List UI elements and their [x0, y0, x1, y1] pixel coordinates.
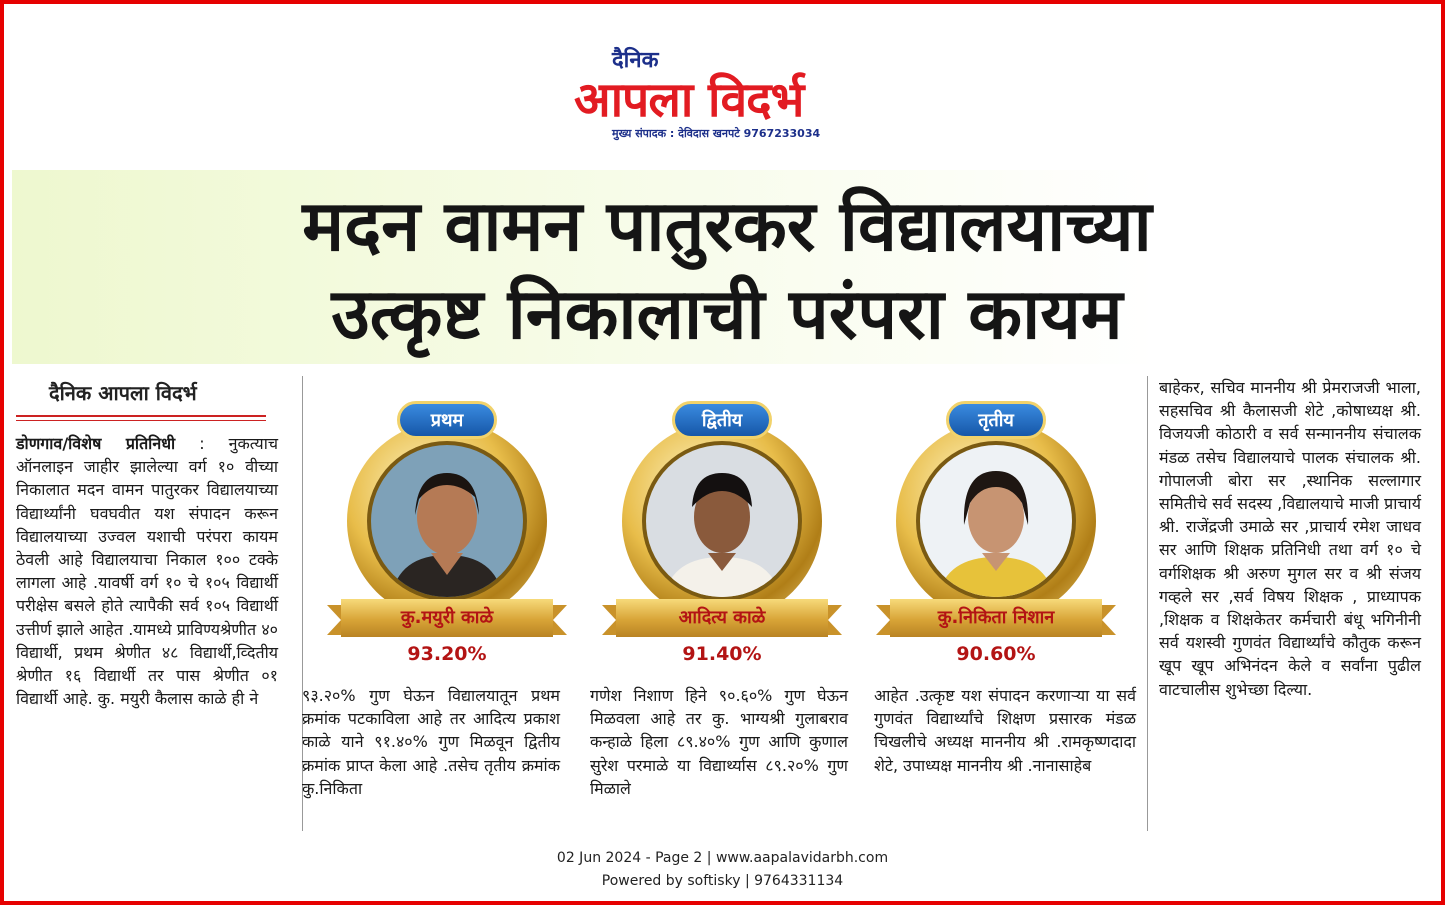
- masthead: [564, 44, 894, 144]
- medal-first: [327, 399, 577, 674]
- article-column-3: गणेश निशाण हिने ९०.६०% गुण घेऊन मिळवला आहे तर कु. भाग्यश्री गुलाबराव कन्हाळे हिला ८९.४०% गुण आणि कुणाल सुरेश परमाळे या विद्यार्थ्यास ८९.२०% गुण मिळाले: [590, 686, 848, 798]
- student-photo: [920, 445, 1072, 597]
- footer-powered-by: Powered by softisky | 9764331134: [601, 873, 844, 889]
- headline-line-1: मदन वामन पातुरकर विद्यालयाच्या: [302, 185, 1152, 267]
- student-photo: [371, 445, 523, 597]
- headline: [12, 182, 1442, 358]
- masthead-title: आपला विदर्भ: [574, 72, 804, 128]
- article-column-4: आहेत .उत्कृष्ट यश संपादन करणाऱ्या या सर्व गुणवंत विद्यार्थ्यांचे शिक्षण प्रसारक मंडळ चिखलीचे अध्यक्ष माननीय श्री .रामकृष्णदादा शेटे, उपाध्यक्ष माननीय श्री .नानासाहेब: [874, 686, 1136, 775]
- student-score: 93.20%: [407, 643, 487, 665]
- name-ribbon: [602, 599, 842, 637]
- gold-ring: [347, 421, 547, 621]
- rank-badge: प्रथम: [397, 401, 497, 439]
- rank-badge: द्वितीय: [672, 401, 772, 439]
- footer-date-site: 02 Jun 2024 - Page 2 | www.aapalavidarbh.com: [556, 850, 889, 866]
- byline-rule: [16, 415, 266, 417]
- article-text: : नुकत्याच ऑनलाइन जाहीर झालेल्या वर्ग १० वीच्या निकालात मदन वामन पातुरकर विद्यालयाच्या विद्यार्थ्यांनी घवघवीत यश संपादन करून विद्यालयाच्या उज्वल यशाची परंपरा कायम ठेवली आहे विद्यालयाचा निकाल १०० टक्के लागला आहे .यावर्षी वर्ग १० चे १०५ विद्यार्थी परीक्षेस बसले होते त्यापैकी सर्व १०५ विद्यार्थी उत्तीर्ण झाले आहेत .यामध्ये प्राविण्यश्रेणीत ४० विद्यार्थी, प्रथम श्रेणीत ४८ विद्यार्थी,व्दितीय श्रेणीत १६ विद्यार्थी तर पास श्रेणीत ०१ विद्यार्थी आहे. कु. मयुरी कैलास काळे ही ने: [16, 434, 279, 709]
- article-column-2: ९३.२०% गुण घेऊन विद्यालयातून प्रथम क्रमांक पटकाविला आहे तर आदित्य प्रकाश काळे याने ९१.४०% गुण मिळवून द्वितीय क्रमांक प्राप्त केला आहे .तसेच तृतीय क्रमांक कु.निकिता: [302, 686, 560, 798]
- student-name: कु.निकिता निशान: [890, 599, 1102, 637]
- article-column-1: [16, 432, 278, 710]
- column-divider: [1147, 376, 1148, 831]
- student-name: आदित्य काळे: [616, 599, 828, 637]
- medal-second: [602, 399, 852, 674]
- headline-band: [12, 170, 1442, 364]
- rank-badge: तृतीय: [946, 401, 1046, 439]
- masthead-editor: मुख्य संपादक : देविदास खनपटे 9767233034: [612, 127, 821, 140]
- masthead-small: दैनिक: [612, 48, 659, 73]
- gold-ring: [622, 421, 822, 621]
- student-score: 91.40%: [682, 643, 762, 665]
- medal-third: [876, 399, 1126, 674]
- article-column-5: बाहेकर, सचिव माननीय श्री प्रेमराजजी भाला, सहसचिव श्री कैलासजी शेटे ,कोषाध्यक्ष श्री. विजयजी कोठारी व सर्व सन्माननीय संचालक मंडळ तसेच विद्यालयाचे पालक संचालक श्री. गोपालजी बोरा सर ,स्थानिक सल्लागार समितीचे सर्व सदस्य ,विद्यालयाचे माजी प्राचार्य श्री. राजेंद्रजी उमाळे सर ,प्राचार्य रमेश जाधव सर आणि शिक्षक प्रतिनिधी तथा वर्ग १० चे वर्गशिक्षक श्री अरुण मुगल सर व श्री संजय गव्हले सर ,सर्व विषय शिक्षक , प्राध्यापक ,शिक्षक व शिक्षकेतर कर्मचारी बंधू भगिनीनी सर्व यशस्वी गुणवंत विद्यार्थ्यांचे कौतुक करून खूप खूप अभिनंदन केले व सर्वांना पुढील वाटचालीस शुभेच्छा दिल्या.: [1159, 378, 1421, 699]
- student-score: 90.60%: [956, 643, 1036, 665]
- byline-rule-thin: [16, 420, 266, 421]
- byline: दैनिक आपला विदर्भ: [49, 381, 197, 405]
- name-ribbon: [327, 599, 567, 637]
- student-name: कु.मयुरी काळे: [341, 599, 553, 637]
- headline-line-2: उत्कृष्ट निकालाची परंपरा कायम: [331, 273, 1123, 355]
- page-footer: [4, 847, 1441, 893]
- student-photo: [646, 445, 798, 597]
- gold-ring: [896, 421, 1096, 621]
- dateline: डोणगाव/विशेष प्रतिनिधी: [16, 434, 176, 453]
- name-ribbon: [876, 599, 1116, 637]
